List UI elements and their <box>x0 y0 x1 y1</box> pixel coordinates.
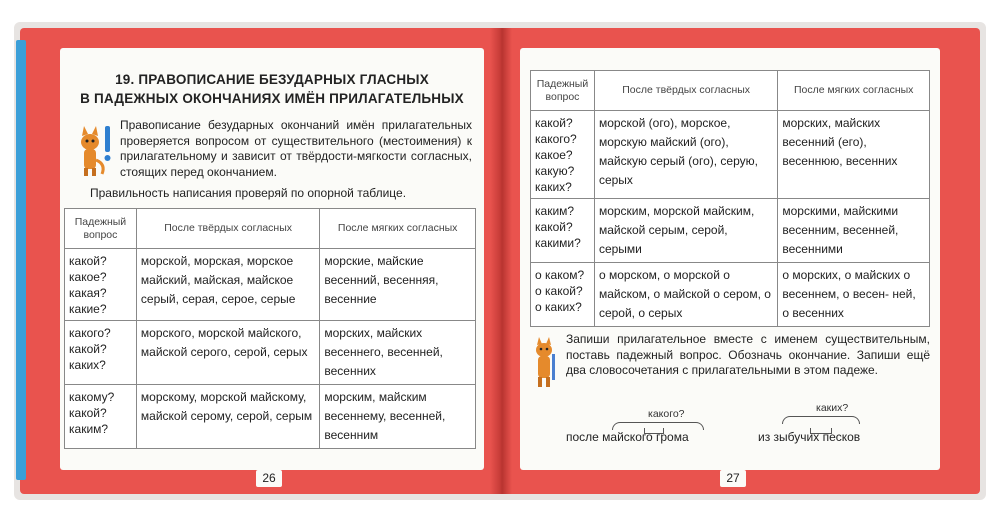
question-cell: какой? какое? какая? какие? <box>65 249 137 321</box>
header-soft: После мягких согласных <box>778 71 930 111</box>
soft-cell: морских, майских весеннего, весенней, весенних <box>320 321 476 385</box>
soft-cell: морских, майских весенний (его), весеннюю, весенних <box>778 111 930 199</box>
ending-mark <box>810 428 832 434</box>
title-line-1: 19. ПРАВОПИСАНИЕ БЕЗУДАРНЫХ ГЛАСНЫХ <box>115 72 429 87</box>
ending-mark <box>644 428 664 434</box>
left-page <box>60 48 484 470</box>
table-header-row <box>65 209 476 249</box>
table-row <box>531 263 930 327</box>
page-number-right: 27 <box>720 470 746 487</box>
page-number-left: 26 <box>256 470 282 487</box>
question-cell: какого? какой? каких? <box>65 321 137 385</box>
question-cell: какому? какой? каким? <box>65 385 137 449</box>
title-line-2: В ПАДЕЖНЫХ ОКОНЧАНИЯХ ИМЁН ПРИЛАГАТЕЛЬНЫХ <box>80 91 464 106</box>
right-page <box>520 48 940 470</box>
example-question-2: каких? <box>816 402 849 414</box>
soft-cell: морским, майским весеннему, весенней, весенним <box>320 385 476 449</box>
table-row <box>531 111 930 199</box>
table-row <box>531 199 930 263</box>
table-row <box>65 321 476 385</box>
header-hard: После твёрдых согласных <box>136 209 319 249</box>
soft-cell: морскими, майскими весенним, весенней, весенними <box>778 199 930 263</box>
soft-cell: о морских, о майских о весеннем, о весен- ней, о весенних <box>778 263 930 327</box>
hard-cell: морским, морской майским, майской серым, серой, серыми <box>594 199 777 263</box>
example-phrase-1: после майского грома <box>566 430 689 444</box>
hard-cell: морской, морская, морское майский, майская, майское серый, серая, серое, серые <box>136 249 319 321</box>
check-instruction: Правильность написания проверяй по опорной таблице. <box>90 186 407 200</box>
example-question-1: какого? <box>648 408 685 420</box>
section-title <box>72 70 472 108</box>
header-question: Падежный вопрос <box>65 209 137 249</box>
table-row <box>65 249 476 321</box>
book-edge <box>16 40 26 480</box>
task-text: Запиши прилагательное вместе с именем существительным, поставь падежный вопрос. Обозначь окончание. Запиши ещё два словосочетания с прилагательными в этом падеже. <box>566 332 930 377</box>
hard-cell: морского, морской майского, майской серого, серой, серых <box>136 321 319 385</box>
reference-table-continued <box>530 70 930 327</box>
table-row <box>65 385 476 449</box>
header-hard: После твёрдых согласных <box>594 71 777 111</box>
cat-pencil-mascot-icon <box>530 336 560 392</box>
soft-cell: морские, майские весенний, весенняя, весенние <box>320 249 476 321</box>
rule-text: Правописание безударных окончаний имён прилагательных проверяется вопросом от существительного (местоимения) к прилагательному и зависит от твёрдости-мягкости согласных, стоящих перед окончанием. <box>120 118 472 179</box>
question-cell: каким? какой? какими? <box>531 199 595 263</box>
example-phrase-2: из зыбучих песков <box>758 430 861 444</box>
hard-cell: морской (ого), морское, морскую майский (ого), майскую серый (ого), серую, серых <box>594 111 777 199</box>
cat-mascot-icon <box>72 120 116 180</box>
header-question: Падежный вопрос <box>531 71 595 111</box>
question-cell: какой? какого? какое? какую? каких? <box>531 111 595 199</box>
book-spine <box>490 28 512 494</box>
question-arrow <box>782 416 860 424</box>
hard-cell: о морском, о морской о майском, о майской о сером, о серой, о серых <box>594 263 777 327</box>
hard-cell: морскому, морской майскому, майской серому, серой, серым <box>136 385 319 449</box>
question-cell: о каком? о какой? о каких? <box>531 263 595 327</box>
table-header-row <box>531 71 930 111</box>
header-soft: После мягких согласных <box>320 209 476 249</box>
reference-table <box>64 208 476 449</box>
